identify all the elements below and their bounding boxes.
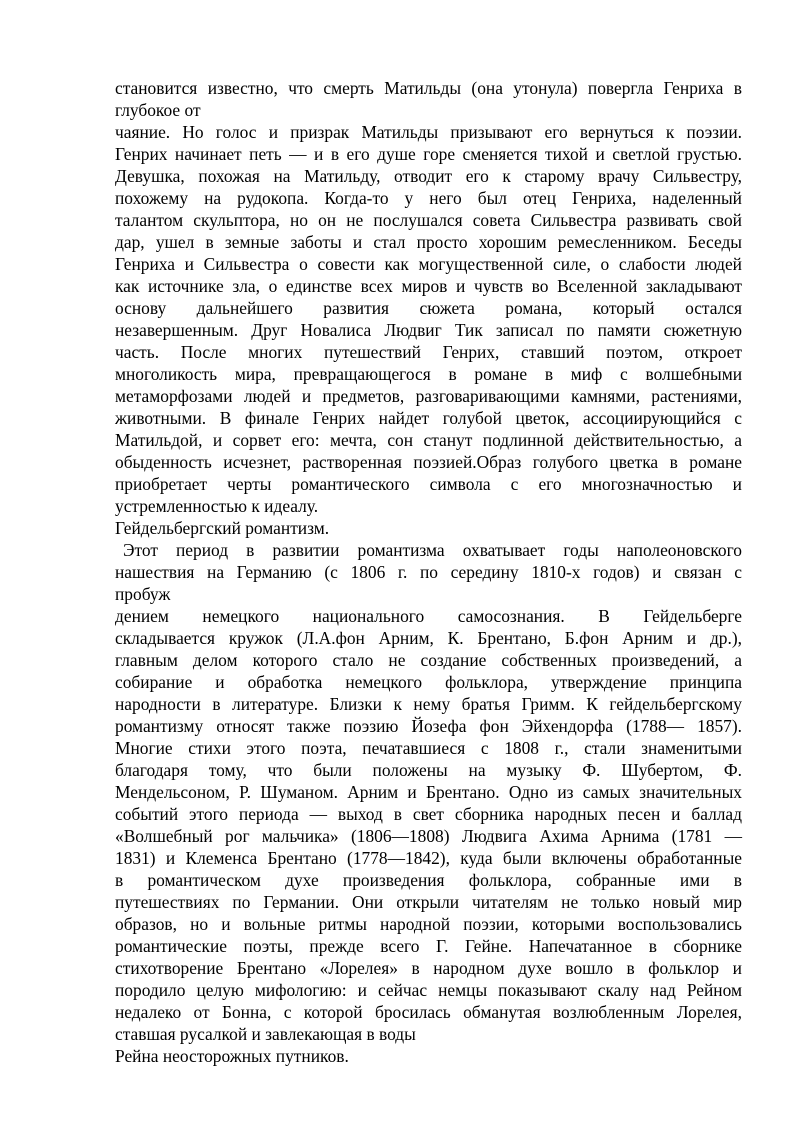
text-line: событий этого периода — выход в свет сборника народных песен и баллад <box>115 804 742 824</box>
text-line: основу дальнейшего развития сюжета романа, который остался <box>115 298 742 318</box>
text-line: дением немецкого национального самосознания. В Гейдельберге <box>115 606 742 626</box>
text-line: складывается кружок (Л.А.фон Арним, К. Брентано, Б.фон Арним и др.), <box>115 628 742 648</box>
text-line: Генрих начинает петь — и в его душе горе сменяется тихой и светлой грустью. <box>115 144 742 164</box>
text-line: глубокое от <box>115 100 201 120</box>
text-line: Многие стихи этого поэта, печатавшиеся с 1808 г., стали знаменитыми <box>115 738 742 758</box>
text-line: Генриха и Сильвестра о совести как могущественной силе, о слабости людей <box>115 254 742 274</box>
text-line: метаморфозами людей и предметов, разговаривающими камнями, растениями, <box>115 386 742 406</box>
text-line: чаяние. Но голос и призрак Матильды призывают его вернуться к поэзии. <box>115 122 742 142</box>
text-line: недалеко от Бонна, с которой бросилась обманутая возлюбленным Лорелея, <box>115 1002 742 1022</box>
text-line: главным делом которого стало не создание собственных произведений, а <box>115 650 742 670</box>
text-line: дар, ушел в земные заботы и стал просто хорошим ремесленником. Беседы <box>115 232 742 252</box>
text-line: «Волшебный рог мальчика» (1806—1808) Людвига Ахима Арнима (1781 — <box>115 826 742 846</box>
text-line: Девушка, похожая на Матильду, отводит его к старому врачу Сильвестру, <box>115 166 742 186</box>
text-line: народности в литературе. Близки к нему братья Гримм. К гейдельбергскому <box>115 694 742 714</box>
section-heading: Гейдельбергский романтизм. <box>115 518 330 538</box>
text-line: становится известно, что смерть Матильды (она утонула) повергла Генриха в <box>115 78 742 98</box>
text-line: животными. В финале Генрих найдет голубой цветок, ассоциирующийся с <box>115 408 742 428</box>
document-page <box>115 77 742 1067</box>
text-line: романтические поэты, прежде всего Г. Гейне. Напечатанное в сборнике <box>115 936 742 956</box>
text-line: благодаря тому, что были положены на музыку Ф. Шубертом, Ф. <box>115 760 742 780</box>
text-line: похожему на рудокопа. Когда-то у него был отец Генриха, наделенный <box>115 188 742 208</box>
text-line: ставшая русалкой и завлекающая в воды <box>115 1024 416 1044</box>
text-line: 1831) и Клеменса Брентано (1778—1842), куда были включены обработанные <box>115 848 742 868</box>
text-line: устремленностью к идеалу. <box>115 496 319 516</box>
text-line: образов, но и вольные ритмы народной поэзии, которыми воспользовались <box>115 914 742 934</box>
text-line: путешествиях по Германии. Они открыли читателям не только новый мир <box>115 892 742 912</box>
text-line: в романтическом духе произведения фольклора, собранные ими в <box>115 870 742 890</box>
text-line: как источнике зла, о единстве всех миров и чувств во Вселенной закладывают <box>115 276 742 296</box>
text-line: Матильдой, и сорвет его: мечта, сон станут подлинной действительностью, а <box>115 430 742 450</box>
text-line: приобретает черты романтического символа с его многозначностью и <box>115 474 742 494</box>
text-line: обыденность исчезнет, растворенная поэзией.Образ голубого цветка в романе <box>115 452 742 472</box>
text-line: собирание и обработка немецкого фольклора, утверждение принципа <box>115 672 742 692</box>
text-line: Рейна неосторожных путников. <box>115 1046 349 1066</box>
text-line: незавершенным. Друг Новалиса Людвиг Тик записал по памяти сюжетную <box>115 320 742 340</box>
text-line: талантом скульптора, но он не послушался совета Сильвестра развивать свой <box>115 210 742 230</box>
text-line: Этот период в развитии романтизма охватывает годы наполеоновского <box>123 540 742 560</box>
text-line: стихотворение Брентано «Лорелея» в народном духе вошло в фольклор и <box>115 958 742 978</box>
text-line: породило целую мифологию: и сейчас немцы показывают скалу над Рейном <box>115 980 742 1000</box>
text-line: нашествия на Германию (с 1806 г. по середину 1810-х годов) и связан с <box>115 562 742 582</box>
text-line: пробуж <box>115 584 171 604</box>
text-line: романтизму относят также поэзию Йозефа фон Эйхендорфа (1788— 1857). <box>115 716 742 736</box>
text-line: Мендельсоном, Р. Шуманом. Арним и Брентано. Одно из самых значительных <box>115 782 742 802</box>
text-line: часть. После многих путешествий Генрих, ставший поэтом, откроет <box>115 342 742 362</box>
text-line: многоликость мира, превращающегося в романе в миф с волшебными <box>115 364 742 384</box>
